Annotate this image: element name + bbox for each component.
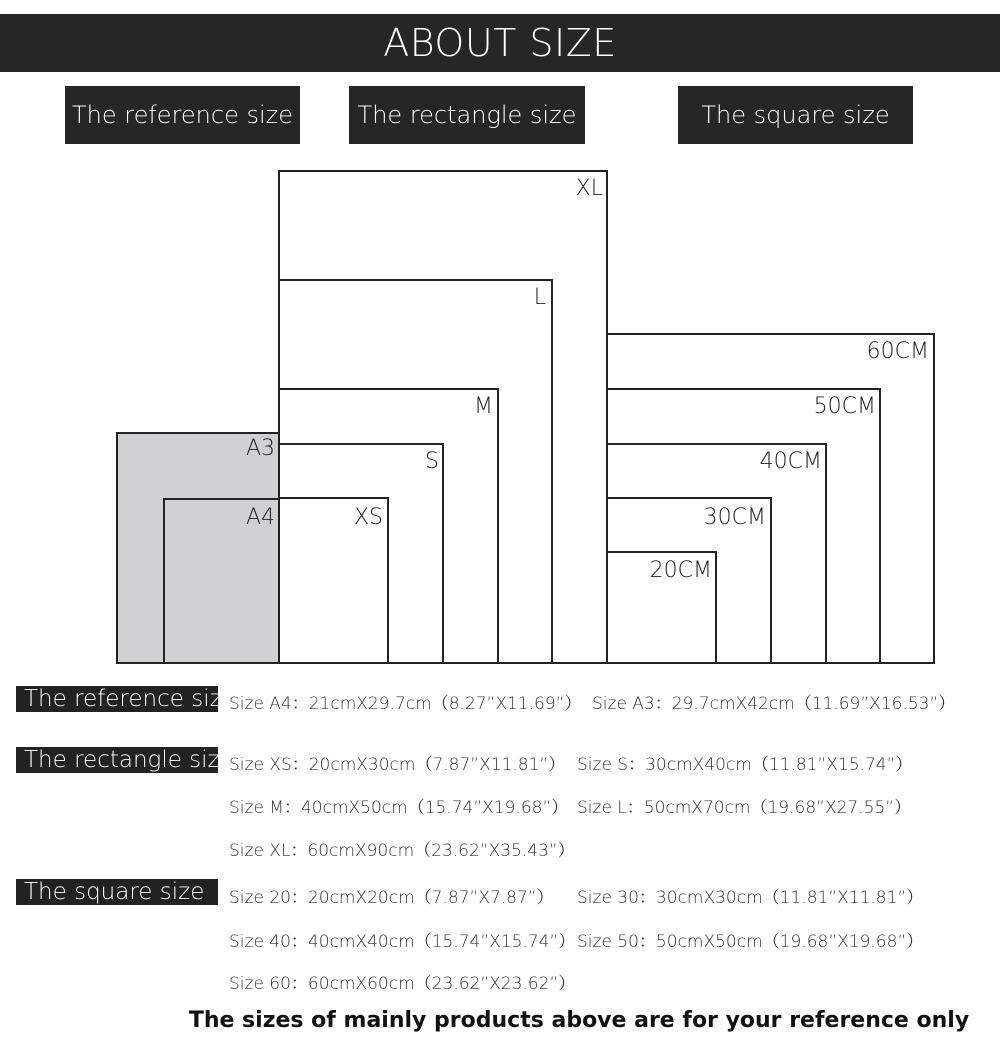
rectangle-box-l-label: L (533, 285, 546, 310)
spec-s: Size S：30cmX40cm（11.81”X15.74”） (577, 755, 913, 775)
rectangle-box-s-label: S (425, 449, 439, 474)
rectangle-box-xl-label: XL (575, 176, 603, 201)
spec-a3: Size A3：29.7cmX42cm（11.69”X16.53”） (592, 694, 956, 714)
reference-size-label: The reference size (16, 686, 218, 712)
square-size-button[interactable]: The square size (678, 86, 913, 144)
reference-box-a4-label: A4 (245, 505, 275, 530)
rectangle-size-label: The rectangle size (16, 747, 218, 773)
rectangle-box-m-label: M (474, 394, 493, 419)
square-box-40-label: 40CM (759, 449, 822, 474)
rectangle-size-button[interactable]: The rectangle size (349, 86, 585, 144)
square-box-30-label: 30CM (703, 505, 766, 530)
page-title: ABOUT SIZE (0, 14, 1000, 72)
spec-l: Size L：50cmX70cm（19.68”X27.55”） (577, 798, 912, 818)
square-box-50-label: 50CM (813, 394, 876, 419)
spec-m: Size M：40cmX50cm（15.74”X19.68”） (229, 798, 569, 818)
square-size-label: The square size (16, 879, 218, 905)
reference-box-a3-label: A3 (245, 436, 275, 461)
rectangle-box-xs-label: XS (353, 505, 383, 530)
spec-xl: Size XL：60cmX90cm（23.62”X35.43”） (229, 841, 575, 861)
spec-40: Size 40：40cmX40cm（15.74”X15.74”） (229, 932, 576, 952)
spec-30: Size 30：30cmX30cm（11.81”X11.81”） (577, 888, 924, 908)
spec-xs: Size XS：20cmX30cm（7.87”X11.81”） (229, 755, 566, 775)
reference-note: The sizes of mainly products above are for your reference only (188, 1008, 970, 1033)
reference-size-button[interactable]: The reference size (65, 86, 300, 144)
spec-a4: Size A4：21cmX29.7cm（8.27”X11.69”） (229, 694, 582, 714)
spec-50: Size 50：50cmX50cm（19.68”X19.68”） (577, 932, 924, 952)
square-box-60-label: 60CM (866, 339, 929, 364)
spec-60: Size 60：60cmX60cm（23.62”X23.62”） (229, 974, 576, 994)
spec-20: Size 20：20cmX20cm（7.87”X7.87”） (229, 888, 554, 908)
square-box-20-label: 20CM (649, 558, 712, 583)
